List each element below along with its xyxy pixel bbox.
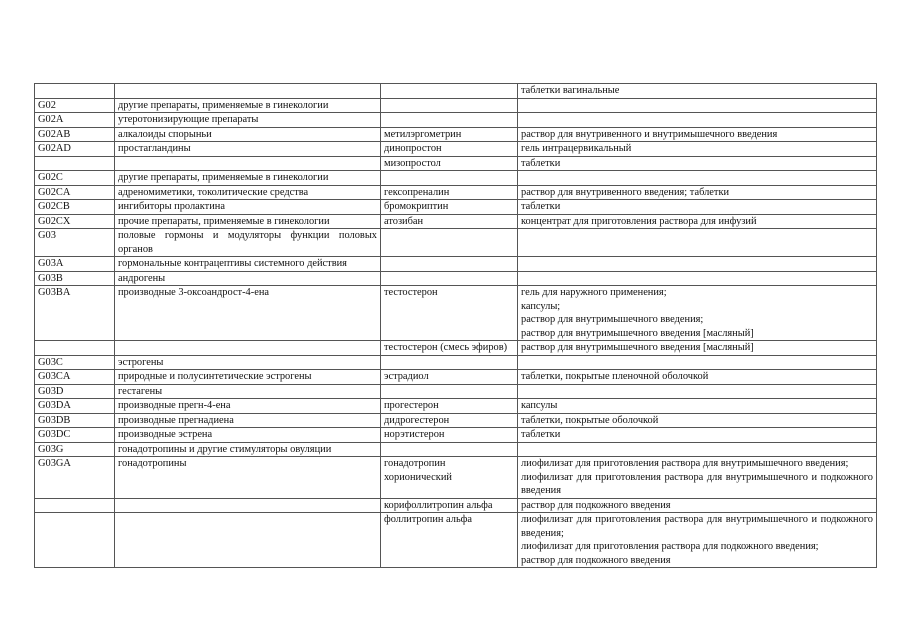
drug-name-cell: мизопростол <box>381 156 518 171</box>
atc-group-name-cell: простагландины <box>115 142 381 157</box>
table-row <box>35 156 877 171</box>
atc-code-cell: G02CA <box>35 185 115 200</box>
atc-group-name-cell: природные и полусинтетические эстрогены <box>115 370 381 385</box>
dosage-form-cell: раствор для подкожного введения <box>518 498 877 513</box>
atc-code-cell <box>35 84 115 99</box>
atc-group-name-cell: гонадотропины и другие стимуляторы овуляции <box>115 442 381 457</box>
atc-code-cell: G03BA <box>35 286 115 341</box>
atc-group-name-cell: адреномиметики, токолитические средства <box>115 185 381 200</box>
drug-name-cell: динопростон <box>381 142 518 157</box>
atc-code-cell: G03D <box>35 384 115 399</box>
atc-group-name-cell: производные прегнадиена <box>115 413 381 428</box>
dosage-form-cell: таблетки <box>518 200 877 215</box>
drug-name-cell: тестостерон (смесь эфиров) <box>381 341 518 356</box>
table-row <box>35 171 877 186</box>
atc-group-name-cell: алкалоиды спорыньи <box>115 127 381 142</box>
atc-code-cell: G03GA <box>35 457 115 499</box>
atc-code-cell: G03C <box>35 355 115 370</box>
atc-group-name-cell <box>115 156 381 171</box>
drug-name-cell: корифоллитропин альфа <box>381 498 518 513</box>
table-row <box>35 200 877 215</box>
atc-code-cell: G02CX <box>35 214 115 229</box>
atc-group-name-cell: гестагены <box>115 384 381 399</box>
atc-group-name-cell: гормональные контрацептивы системного действия <box>115 257 381 272</box>
atc-group-name-cell <box>115 341 381 356</box>
dosage-form-cell <box>518 384 877 399</box>
atc-code-cell: G02CB <box>35 200 115 215</box>
table-row <box>35 413 877 428</box>
atc-group-name-cell: половые гормоны и модуляторы функции половых органов <box>115 229 381 257</box>
atc-group-name-cell: ингибиторы пролактина <box>115 200 381 215</box>
dosage-form-cell: раствор для внутримышечного введения [масляный] <box>518 341 877 356</box>
table-row <box>35 257 877 272</box>
drug-name-cell <box>381 271 518 286</box>
drug-name-cell <box>381 84 518 99</box>
drug-name-cell <box>381 384 518 399</box>
dosage-form-cell: раствор для внутривенного введения; таблетки <box>518 185 877 200</box>
atc-code-cell: G03G <box>35 442 115 457</box>
drug-name-cell <box>381 257 518 272</box>
atc-group-name-cell <box>115 84 381 99</box>
atc-code-cell: G02AD <box>35 142 115 157</box>
drug-name-cell <box>381 442 518 457</box>
table-row <box>35 513 877 568</box>
dosage-form-cell: таблетки, покрытые оболочкой <box>518 413 877 428</box>
atc-group-name-cell: другие препараты, применяемые в гинекологии <box>115 98 381 113</box>
atc-group-name-cell: производные эстрена <box>115 428 381 443</box>
atc-code-cell <box>35 513 115 568</box>
dosage-form-cell <box>518 271 877 286</box>
drug-classification-table <box>34 83 877 568</box>
drug-name-cell <box>381 229 518 257</box>
atc-code-cell <box>35 341 115 356</box>
atc-group-name-cell <box>115 513 381 568</box>
atc-group-name-cell: производные 3-оксоандрост-4-ена <box>115 286 381 341</box>
drug-name-cell <box>381 98 518 113</box>
dosage-form-cell: лиофилизат для приготовления раствора для внутримышечного и подкожного введения; лиофилизат для приготовления раствора для подкожного введения; раствор для подкожного введения <box>518 513 877 568</box>
atc-code-cell: G03CA <box>35 370 115 385</box>
atc-group-name-cell: прочие препараты, применяемые в гинекологии <box>115 214 381 229</box>
atc-code-cell: G03 <box>35 229 115 257</box>
table-row <box>35 142 877 157</box>
table-row <box>35 286 877 341</box>
drug-name-cell: метилэргометрин <box>381 127 518 142</box>
table-row <box>35 457 877 499</box>
drug-name-cell: прогестерон <box>381 399 518 414</box>
table-row <box>35 98 877 113</box>
drug-name-cell <box>381 355 518 370</box>
table-row <box>35 113 877 128</box>
dosage-form-cell <box>518 355 877 370</box>
atc-group-name-cell: производные прегн-4-ена <box>115 399 381 414</box>
drug-name-cell <box>381 171 518 186</box>
atc-code-cell <box>35 156 115 171</box>
table-row <box>35 185 877 200</box>
dosage-form-cell: таблетки, покрытые пленочной оболочкой <box>518 370 877 385</box>
table-body <box>35 84 877 568</box>
dosage-form-cell: капсулы <box>518 399 877 414</box>
atc-code-cell: G03A <box>35 257 115 272</box>
atc-code-cell <box>35 498 115 513</box>
table-row <box>35 370 877 385</box>
drug-name-cell: тестостерон <box>381 286 518 341</box>
table-row <box>35 214 877 229</box>
atc-code-cell: G03B <box>35 271 115 286</box>
drug-name-cell: гексопреналин <box>381 185 518 200</box>
dosage-form-cell <box>518 98 877 113</box>
dosage-form-cell: гель для наружного применения; капсулы; раствор для внутримышечного введения; раствор для внутримышечного введения [масляный] <box>518 286 877 341</box>
table-row <box>35 229 877 257</box>
dosage-form-cell <box>518 113 877 128</box>
drug-name-cell: эстрадиол <box>381 370 518 385</box>
dosage-form-cell <box>518 442 877 457</box>
dosage-form-cell: таблетки <box>518 156 877 171</box>
dosage-form-cell <box>518 257 877 272</box>
dosage-form-cell: концентрат для приготовления раствора для инфузий <box>518 214 877 229</box>
atc-group-name-cell: гонадотропины <box>115 457 381 499</box>
drug-name-cell: дидрогестерон <box>381 413 518 428</box>
dosage-form-cell: таблетки <box>518 428 877 443</box>
atc-code-cell: G02 <box>35 98 115 113</box>
table-row <box>35 341 877 356</box>
table-row <box>35 271 877 286</box>
drug-name-cell: бромокриптин <box>381 200 518 215</box>
table-row <box>35 498 877 513</box>
drug-name-cell: гонадотропин хорионический <box>381 457 518 499</box>
drug-name-cell: норэтистерон <box>381 428 518 443</box>
table-row <box>35 442 877 457</box>
table-row <box>35 399 877 414</box>
table-row <box>35 384 877 399</box>
atc-code-cell: G03DC <box>35 428 115 443</box>
atc-group-name-cell: другие препараты, применяемые в гинекологии <box>115 171 381 186</box>
atc-group-name-cell: андрогены <box>115 271 381 286</box>
table-row <box>35 127 877 142</box>
dosage-form-cell: гель интрацервикальный <box>518 142 877 157</box>
table-row <box>35 428 877 443</box>
atc-code-cell: G02AB <box>35 127 115 142</box>
dosage-form-cell: таблетки вагинальные <box>518 84 877 99</box>
table-row <box>35 355 877 370</box>
atc-code-cell: G03DA <box>35 399 115 414</box>
atc-code-cell: G02A <box>35 113 115 128</box>
drug-name-cell: фоллитропин альфа <box>381 513 518 568</box>
atc-code-cell: G03DB <box>35 413 115 428</box>
drug-name-cell <box>381 113 518 128</box>
atc-group-name-cell <box>115 498 381 513</box>
dosage-form-cell: раствор для внутривенного и внутримышечного введения <box>518 127 877 142</box>
table-row <box>35 84 877 99</box>
dosage-form-cell <box>518 171 877 186</box>
dosage-form-cell: лиофилизат для приготовления раствора для внутримышечного введения; лиофилизат для приготовления раствора для внутримышечного и подкожного введения <box>518 457 877 499</box>
atc-code-cell: G02C <box>35 171 115 186</box>
atc-group-name-cell: эстрогены <box>115 355 381 370</box>
atc-group-name-cell: утеротонизирующие препараты <box>115 113 381 128</box>
dosage-form-cell <box>518 229 877 257</box>
drug-name-cell: атозибан <box>381 214 518 229</box>
